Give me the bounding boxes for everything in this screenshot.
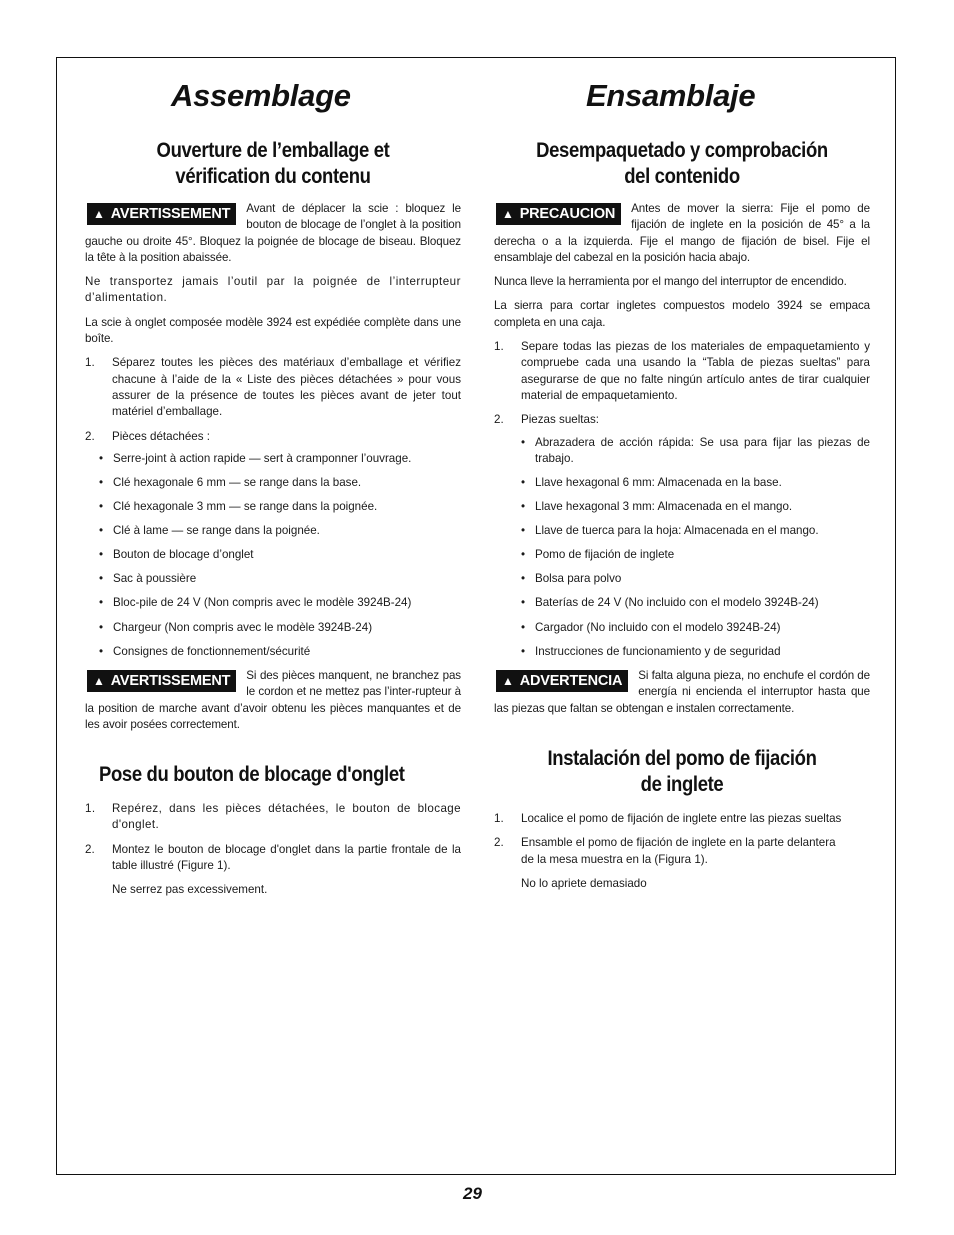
page-frame: [56, 57, 896, 1175]
heading-line-1: Ouverture de l’emballage et: [156, 139, 390, 162]
list-item: • Bolsa para polvo: [521, 571, 870, 587]
list-item: • Chargeur (Non compris avec le modèle 3924B-24): [99, 620, 461, 636]
list-item: • Clé hexagonale 3 mm — se range dans la poignée.: [99, 499, 461, 515]
heading-line-1: Desempaquetado y comprobación: [536, 139, 828, 162]
list-item: • Sac à poussière: [99, 571, 461, 587]
steps-list: [494, 339, 870, 660]
warning-text: Antes de mover la sierra: Fije el pomo de fijación de inglete en la posición de 45° a la derecha o a la izquierda. Fije el mango de fijación de bisel. Fije el ensamblaje del cabezal en la posición hacia abajo.: [494, 202, 870, 264]
step-number: 2.: [494, 836, 504, 850]
section-heading: [108, 138, 439, 190]
step-item: [85, 801, 461, 834]
step-item: [85, 429, 461, 660]
warning-text: Si des pièces manquent, ne branchez pas le cordon et ne mettez pas l’inter-rupteur à la position de marche avant d’avoir obtenu les pièces manquantes et de les avoir posées correctement.: [85, 668, 461, 731]
step-text: Ensamble el pomo de fijación de inglete en la parte delantera de la mesa muestra en la (Figura 1).: [521, 836, 836, 866]
warning-badge: [496, 203, 621, 225]
warning-text: Avant de déplacer la scie : bloquez le bouton de blocage de l’onglet à la position gauche ou droite 45°. Bloquez la poignée de blocage de biseau. Bloquez la tête à la position abaissée.: [85, 202, 461, 264]
page-title-french: Assemblage: [171, 78, 351, 113]
warning-label: PRECAUCION: [519, 206, 616, 222]
step-number: 1.: [494, 812, 504, 825]
steps-list: [494, 811, 870, 868]
list-item: • Bloc-pile de 24 V (Non compris avec le modèle 3924B-24): [99, 595, 461, 611]
warning-block-1: [494, 201, 870, 725]
section-unpacking-french: [85, 138, 461, 190]
section-unpacking-spanish: [494, 138, 870, 190]
steps-list: [85, 801, 461, 874]
step-text: Montez le bouton de blocage d'onglet dans la partie frontale de la table illustré (Figure 1).: [112, 842, 461, 872]
warning-triangle-icon: ▲: [502, 207, 514, 221]
warning-text: Si falta alguna pieza, no enchufe el cordón de energía ni encienda el interruptor hasta que las piezas que faltan se obtengan e instalen correctamente.: [494, 668, 870, 715]
note-text: Ne serrez pas excessivement.: [112, 883, 268, 897]
step-number: 1.: [494, 340, 504, 354]
step-text: Pièces détachées :: [112, 429, 210, 443]
step-item: [494, 339, 870, 404]
warning-badge: [87, 203, 236, 225]
list-item: • Cargador (No incluido con el modelo 3924B-24): [521, 620, 870, 636]
list-item: • Serre-joint à action rapide — sert à cramponner l’ouvrage.: [99, 451, 461, 467]
step-text: Separe todas las piezas de los materiales de empaquetamiento y compruebe cada una usando la “Tabla de piezas sueltas” para asegurarse de que no falte ningún artículo antes de tirar cualquier material de empaquetamiento.: [521, 340, 870, 402]
step-item: [85, 355, 461, 420]
heading-line-2: de inglete: [640, 773, 724, 796]
step-item: [494, 835, 870, 868]
list-item: • Abrazadera de acción rápida: Se usa para fijar las piezas de trabajo.: [521, 435, 870, 468]
list-item: • Llave hexagonal 3 mm: Almacenada en el mango.: [521, 499, 870, 515]
page-title-spanish: Ensamblaje: [586, 78, 756, 113]
step-number: 2.: [85, 429, 95, 443]
heading-line-2: vérification du contenu: [175, 165, 371, 188]
list-item: • Bouton de blocage d’onglet: [99, 547, 461, 563]
list-item: • Clé hexagonale 6 mm — se range dans la base.: [99, 475, 461, 491]
list-item: • Llave hexagonal 6 mm: Almacenada en la base.: [521, 475, 870, 491]
step-item: [494, 412, 870, 660]
step-number: 1.: [85, 802, 96, 815]
paragraph: La sierra para cortar ingletes compuestos modelo 3924 se empaca completa en una caja.: [494, 299, 870, 329]
list-item: • Clé à lame — se range dans la poignée.: [99, 523, 461, 539]
step-number: 2.: [85, 842, 95, 856]
paragraph: Ne transportez jamais l’outil par la poignée de l’interrupteur d’alimentation.: [85, 275, 461, 305]
page-number: 29: [463, 1184, 482, 1203]
heading-line-1: Instalación del pomo de fijación: [547, 747, 817, 770]
paragraph: Nunca lleve la herramienta por el mango del interruptor de encendido.: [494, 275, 847, 289]
warning-triangle-icon: ▲: [93, 207, 105, 221]
list-item: • Instrucciones de funcionamiento y de seguridad: [521, 644, 870, 660]
warning-paragraph: [85, 668, 461, 733]
warning-paragraph: [494, 668, 870, 717]
warning-label: AVERTISSEMENT: [110, 672, 231, 689]
steps-block: [494, 811, 870, 892]
warning-paragraph: [85, 201, 461, 266]
step-item: [85, 842, 461, 875]
steps-block: [85, 801, 461, 898]
heading-line-2: del contenido: [624, 165, 740, 188]
step-text: Repérez, dans les pièces détachées, le bouton de blocage d'onglet.: [112, 802, 461, 832]
step-text: Séparez toutes les pièces des matériaux d’emballage et vérifiez chacune à l’aide de la « Liste des pièces détachées » pour vous assurer de la présence de toutes les pièces avant de jeter tout matériel d’emballage.: [112, 356, 461, 419]
step-text: Piezas sueltas:: [521, 413, 599, 427]
warning-triangle-icon: ▲: [502, 673, 514, 688]
parts-list: [521, 435, 870, 660]
step-text: Localice el pomo de fijación de inglete entre las piezas sueltas: [521, 812, 842, 825]
warning-badge: [87, 670, 236, 692]
step-item: [494, 811, 870, 827]
section-heading: [517, 138, 848, 190]
warning-paragraph: [494, 201, 870, 266]
warning-triangle-icon: ▲: [93, 673, 105, 688]
list-item: • Consignes de fonctionnement/sécurité: [99, 644, 461, 660]
warning-badge: [496, 670, 628, 692]
section-miter-knob-spanish: [494, 746, 870, 798]
step-number: 2.: [494, 413, 504, 427]
warning-label: ADVERTENCIA: [519, 672, 623, 689]
list-item: • Pomo de fijación de inglete: [521, 547, 870, 563]
step-number: 1.: [85, 356, 95, 370]
section-heading: [517, 746, 848, 798]
list-item: • Baterías de 24 V (No incluido con el modelo 3924B-24): [521, 595, 870, 611]
list-item: • Llave de tuerca para la hoja: Almacenada en el mango.: [521, 523, 870, 539]
warning-block-1: [85, 201, 461, 741]
section-heading: Pose du bouton de blocage d'onglet: [99, 763, 405, 786]
section-miter-knob-french: [85, 762, 461, 788]
warning-label: AVERTISSEMENT: [110, 206, 231, 222]
parts-list: [99, 451, 461, 660]
steps-list: [85, 355, 461, 660]
paragraph: La scie à onglet composée modèle 3924 est expédiée complète dans une boîte.: [85, 315, 461, 346]
note-text: No lo apriete demasiado: [521, 876, 647, 890]
